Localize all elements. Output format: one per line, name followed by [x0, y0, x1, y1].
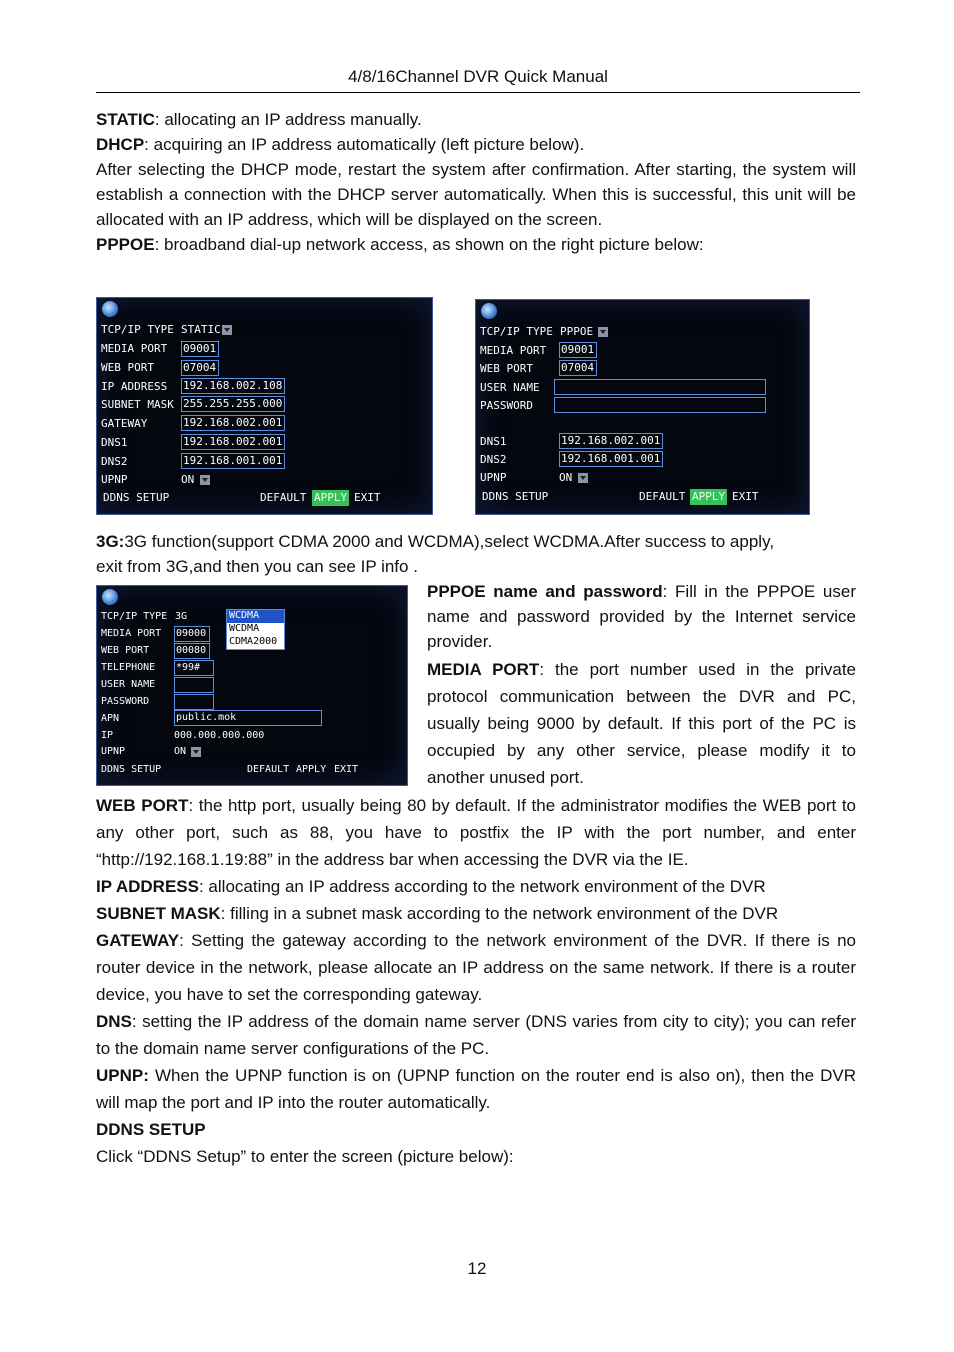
body-section — [96, 792, 856, 1170]
globe-icon — [102, 301, 118, 317]
label-user-name: USER NAME — [480, 381, 540, 394]
gateway-text: : Setting the gateway according to the network environment of the DVR. If there is no router device in the network, please allocate an IP address on the same network. If there is a router device, you have to set the corresponding gateway. — [96, 931, 856, 1004]
pppoe-text: : broadband dial-up network access, as shown on the right picture below: — [154, 235, 704, 254]
label-ip-address: IP ADDRESS — [101, 380, 168, 393]
label-web-port: WEB PORT — [101, 361, 154, 374]
default-button[interactable]: DEFAULT — [247, 764, 290, 775]
ip-address-text: : allocating an IP address according to the network environment of the DVR — [198, 877, 766, 896]
ddns-setup-button[interactable]: DDNS SETUP — [103, 491, 170, 504]
label-upnp: UPNP — [480, 471, 507, 484]
apply-button[interactable]: APPLY — [296, 764, 327, 775]
label-tcp-ip-type: TCP/IP TYPE — [101, 323, 174, 336]
label-dns1: DNS1 — [480, 435, 507, 448]
chevron-down-icon[interactable] — [578, 473, 588, 483]
upnp-text: When the UPNP function is on (UPNP function on the router end is also on), then the DVR will map the port and IP into the router automatically. — [96, 1066, 856, 1112]
label-media-port: MEDIA PORT — [480, 344, 547, 357]
3g-text: 3G function(support CDMA 2000 and WCDMA),select WCDMA.After success to apply, — [124, 532, 775, 551]
value-tcp-ip-type[interactable]: STATIC — [181, 323, 221, 336]
label-dns1: DNS1 — [101, 436, 128, 449]
label-subnet-mask: SUBNET MASK — [101, 398, 174, 411]
value-ip: 000.000.000.000 — [174, 730, 265, 741]
apply-button[interactable]: APPLY — [692, 490, 726, 503]
static-text: : allocating an IP address manually. — [154, 110, 422, 129]
ddns-paragraph: Click “DDNS Setup” to enter the screen (picture below): — [96, 1147, 514, 1166]
section-3g — [96, 529, 860, 579]
static-label: STATIC — [96, 110, 155, 129]
value-upnp[interactable]: ON — [181, 473, 195, 486]
dropdown-option-wcdma-list[interactable]: WCDMA — [229, 623, 260, 634]
dns2-field[interactable]: 192.168.001.001 — [559, 451, 663, 467]
ddns-heading: DDNS SETUP — [96, 1120, 206, 1139]
label-tcp-ip-type: TCP/IP TYPE — [480, 325, 553, 338]
gateway-field[interactable]: 192.168.002.001 — [181, 415, 285, 431]
web-port-label: WEB PORT — [96, 796, 189, 815]
ddns-setup-button[interactable]: DDNS SETUP — [101, 764, 162, 775]
gateway-paragraph — [96, 927, 856, 1008]
pppoe-name-label: PPPOE name and password — [427, 582, 663, 601]
label-user-name: USER NAME — [101, 679, 156, 690]
dns2-field[interactable]: 192.168.001.001 — [181, 453, 285, 469]
media-port-field[interactable]: 09001 — [559, 342, 597, 358]
dhcp-paragraph — [96, 132, 856, 157]
pppoe-name-paragraph — [427, 579, 856, 654]
side-text-section — [427, 579, 856, 791]
subnet-mask-label: SUBNET MASK — [96, 904, 221, 923]
password-field[interactable] — [174, 694, 214, 710]
label-tcp-ip-type: TCP/IP TYPE — [101, 611, 168, 622]
globe-icon — [481, 303, 497, 319]
web-port-text: : the http port, usually being 80 by default. If the administrator modifies the WEB port to any other port, such as 88, you have to postfix the IP with the port number, and enter “http://192.168.1.19:88” in the address bar when accessing the DVR via the IE. — [96, 796, 857, 869]
media-port-paragraph — [427, 656, 856, 791]
network-type-dropdown[interactable] — [226, 609, 285, 650]
label-apn: APN — [101, 713, 120, 724]
label-password: PASSWORD — [480, 399, 533, 412]
exit-button[interactable]: EXIT — [732, 490, 759, 503]
chevron-down-icon[interactable] — [191, 747, 201, 757]
ip-address-field[interactable]: 192.168.002.108 — [181, 378, 285, 394]
dhcp-label: DHCP — [96, 135, 145, 154]
running-header: 4/8/16Channel DVR Quick Manual — [348, 67, 608, 86]
label-telephone: TELEPHONE — [101, 662, 156, 673]
label-dns2: DNS2 — [480, 453, 507, 466]
web-port-field[interactable]: 07004 — [559, 360, 597, 376]
password-field[interactable] — [554, 397, 766, 413]
3g-paragraph — [96, 529, 860, 554]
dhcp-text: : acquiring an IP address automatically (left picture below). — [144, 135, 585, 154]
static-paragraph — [96, 107, 856, 132]
3g-settings-screenshot — [96, 585, 408, 786]
label-web-port: WEB PORT — [101, 645, 150, 656]
subnet-mask-text: : filling in a subnet mask according to the network environment of the DVR — [220, 904, 779, 923]
label-upnp: UPNP — [101, 746, 126, 757]
label-media-port: MEDIA PORT — [101, 342, 168, 355]
gateway-label: GATEWAY — [96, 931, 180, 950]
media-port-label: MEDIA PORT — [427, 660, 540, 679]
web-port-paragraph — [96, 792, 856, 873]
pppoe-name-text: : Fill in the PPPOE user name and password provided by the Internet service provider. — [427, 582, 856, 651]
apply-button[interactable]: APPLY — [314, 491, 348, 504]
dhcp-detail: After selecting the DHCP mode, restart the system after confirmation. After starting, the system will establish a connection with the DHCP server automatically. When this is successful, this unit will be allocated with an IP address, which will be displayed on the screen. — [96, 160, 856, 229]
web-port-field[interactable]: 00080 — [174, 643, 210, 659]
subnet-mask-field[interactable]: 255.255.255.000 — [181, 396, 285, 412]
globe-icon — [102, 589, 118, 605]
static-settings-screenshot — [96, 297, 433, 515]
pppoe-paragraph — [96, 232, 856, 257]
default-button[interactable]: DEFAULT — [260, 491, 307, 504]
value-upnp[interactable]: ON — [174, 746, 187, 757]
chevron-down-icon[interactable] — [200, 475, 210, 485]
telephone-field[interactable]: *99# — [174, 660, 214, 676]
label-gateway: GATEWAY — [101, 417, 148, 430]
label-upnp: UPNP — [101, 473, 128, 486]
dns-text: : setting the IP address of the domain name server (DNS varies from city to city); you can refer to the domain name server configurations of the PC. — [96, 1012, 856, 1058]
user-name-field[interactable] — [174, 677, 214, 693]
media-port-field[interactable]: 09000 — [174, 626, 210, 642]
dns-paragraph — [96, 1008, 856, 1062]
label-ip: IP — [101, 730, 114, 741]
value-tcp-ip-type[interactable]: PPPOE — [560, 325, 594, 338]
3g-paragraph-line2: exit from 3G,and then you can see IP info . — [96, 557, 418, 576]
label-password: PASSWORD — [101, 696, 150, 707]
ddns-setup-button[interactable]: DDNS SETUP — [482, 490, 549, 503]
ip-address-label: IP ADDRESS — [96, 877, 199, 896]
subnet-mask-paragraph — [96, 900, 856, 927]
upnp-paragraph — [96, 1062, 856, 1116]
pppoe-label: PPPOE — [96, 235, 155, 254]
upnp-label: UPNP: — [96, 1066, 149, 1085]
dns1-field[interactable]: 192.168.002.001 — [559, 433, 663, 449]
dns1-field[interactable]: 192.168.002.001 — [181, 434, 285, 450]
label-web-port: WEB PORT — [480, 362, 533, 375]
dropdown-option-wcdma[interactable]: WCDMA — [227, 610, 284, 623]
header-rule — [96, 92, 860, 93]
intro-section — [96, 107, 856, 257]
exit-button[interactable]: EXIT — [354, 491, 381, 504]
ip-address-paragraph — [96, 873, 856, 900]
3g-label: 3G: — [96, 532, 125, 551]
user-name-field[interactable] — [554, 379, 766, 395]
chevron-down-icon[interactable] — [222, 325, 232, 335]
label-dns2: DNS2 — [101, 455, 128, 468]
page-number: 12 — [467, 1259, 487, 1278]
chevron-down-icon[interactable] — [598, 327, 608, 337]
dns-label: DNS — [96, 1012, 132, 1031]
default-button[interactable]: DEFAULT — [639, 490, 686, 503]
dropdown-option-cdma2000[interactable]: CDMA2000 — [229, 636, 278, 647]
exit-button[interactable]: EXIT — [334, 764, 359, 775]
value-tcp-ip-type[interactable]: 3G — [175, 611, 188, 622]
apn-field[interactable]: public.mok — [174, 710, 322, 726]
web-port-field[interactable]: 07004 — [181, 360, 219, 376]
label-media-port: MEDIA PORT — [101, 628, 162, 639]
value-upnp[interactable]: ON — [559, 471, 573, 484]
pppoe-settings-screenshot — [475, 299, 810, 515]
media-port-text: : the port number used in the private protocol communication between the DVR and PC, usually being 9000 by default. If this port of the PC is occupied by any other service, please modify it to another unused port. — [427, 660, 857, 787]
media-port-field[interactable]: 09001 — [181, 341, 219, 357]
